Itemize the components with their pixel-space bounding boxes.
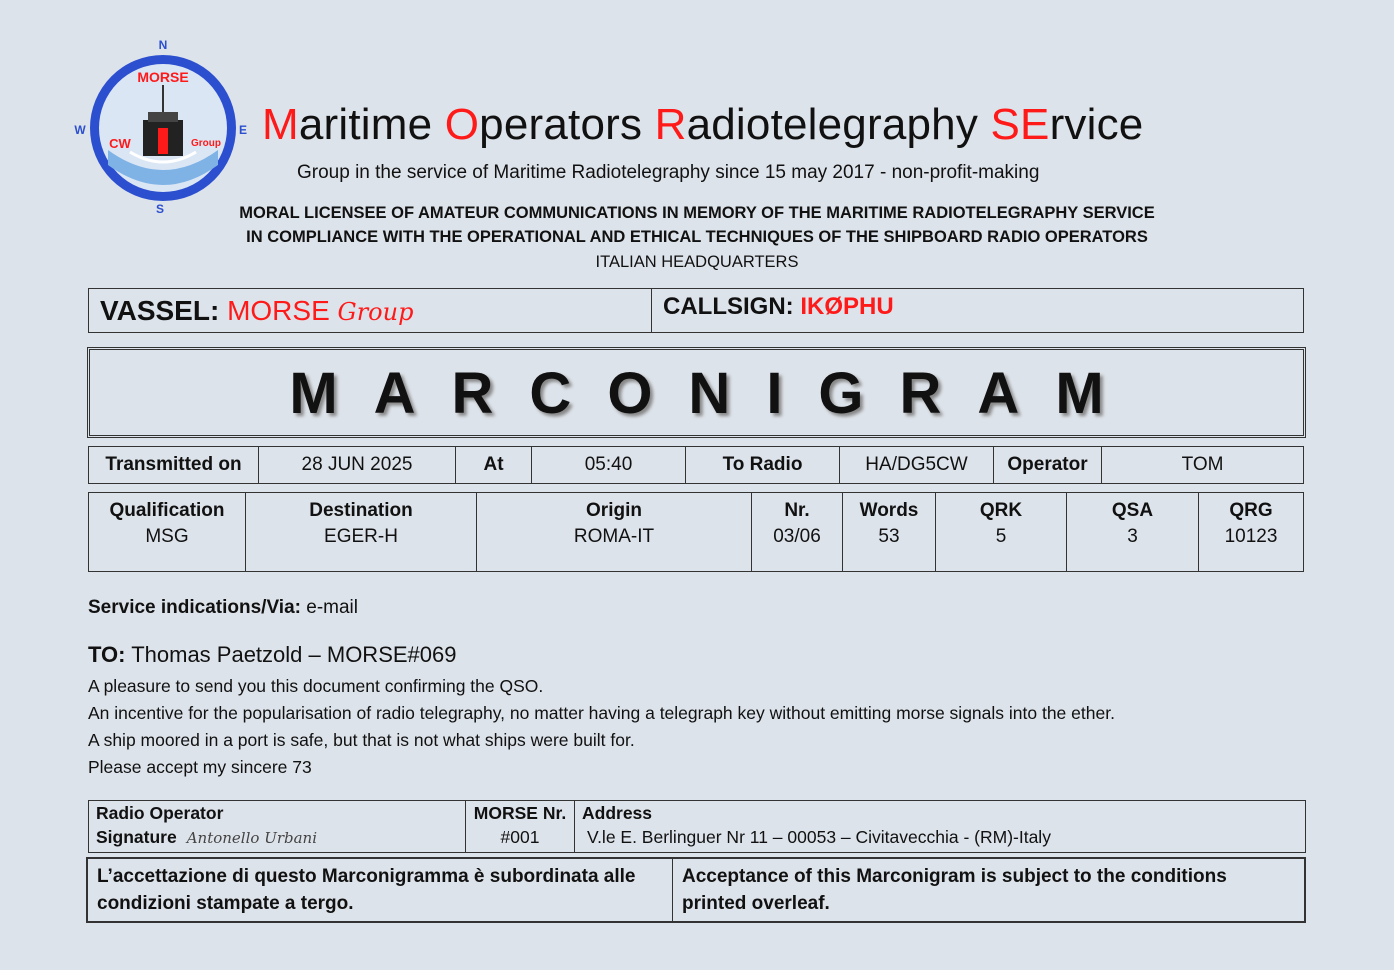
vessel-script: Group [337, 298, 414, 326]
acceptance-table [86, 857, 1306, 923]
address-value: V.le E. Berlinguer Nr 11 – 00053 – Civitavecchia - (RM)-Italy [587, 827, 1051, 847]
vessel-label: VASSEL: [100, 295, 220, 326]
signature-field [96, 825, 465, 850]
transmitted-date: 28 JUN 2025 [259, 447, 456, 484]
title-word-maritime: aritime [298, 100, 445, 149]
origin-cell [477, 493, 752, 572]
nr-value: 03/06 [773, 526, 821, 547]
marconigram-heading: MARCONIGRAM [289, 361, 1140, 426]
to-label: TO: [88, 642, 126, 667]
service-indications [88, 597, 358, 619]
qrk-header: QRK [979, 500, 1023, 521]
acceptance-english: Acceptance of this Marconigram is subject to the conditions printed overleaf. [673, 858, 1306, 922]
title-word-operators: perators [479, 100, 655, 149]
destination-cell [246, 493, 477, 572]
radio-operator-cell [89, 801, 466, 853]
page-title [262, 100, 1143, 150]
message-line: A pleasure to send you this document confirming the QSO. [88, 676, 544, 696]
logo-east: E [238, 123, 248, 137]
transmitted-time: 05:40 [532, 447, 686, 484]
to-value: Thomas Paetzold – MORSE#069 [131, 642, 457, 667]
subtitle: Group in the service of Maritime Radiotelegraphy since 15 may 2017 - non-profit-making [297, 162, 1040, 183]
callsign-field [663, 293, 894, 321]
nr-header: Nr. [784, 500, 810, 521]
signature-image: Antonello Urbani [186, 829, 318, 847]
headquarters-label: ITALIAN HEADQUARTERS [595, 253, 799, 271]
vessel-name: MORSE [227, 295, 330, 326]
qrg-cell [1199, 493, 1304, 572]
qualification-value: MSG [145, 526, 189, 547]
title-word-service: rvice [1049, 100, 1144, 149]
words-cell [843, 493, 936, 572]
qsa-header: QSA [1111, 500, 1154, 521]
address-label: Address [582, 803, 653, 823]
message-info-table [88, 492, 1304, 572]
qsa-cell [1067, 493, 1199, 572]
table-row [87, 858, 1305, 922]
title-initial-se: SE [990, 100, 1050, 149]
words-header: Words [859, 500, 919, 521]
qrk-value: 5 [995, 526, 1007, 547]
service-label: Service indications/Via: [88, 597, 301, 618]
qualification-header: Qualification [109, 500, 225, 521]
signature-label: Signature [96, 827, 177, 847]
destination-header: Destination [309, 500, 413, 521]
recipient-line [88, 642, 456, 668]
table-row [89, 447, 1304, 484]
logo-south: S [155, 202, 165, 216]
logo-west: W [74, 123, 86, 137]
title-initial-m: M [262, 100, 299, 149]
qrg-value: 10123 [1224, 526, 1278, 547]
morse-nr-value: #001 [500, 827, 540, 847]
words-value: 53 [878, 526, 900, 547]
service-value: e-mail [306, 597, 358, 618]
callsign-label: CALLSIGN: [663, 293, 794, 320]
origin-value: ROMA-IT [573, 526, 655, 547]
qualification-cell [89, 493, 246, 572]
to-radio-value: HA/DG5CW [840, 447, 994, 484]
morse-group-logo [70, 40, 255, 220]
logo-left-text: CW [109, 136, 131, 151]
moral-line-1: MORAL LICENSEE OF AMATEUR COMMUNICATIONS IN MEMORY OF THE MARITIME RADIOTELEGRAPHY SERVICE [239, 204, 1155, 222]
vessel-box [88, 288, 1304, 333]
origin-header: Origin [586, 500, 642, 521]
morse-nr-label: MORSE Nr. [473, 803, 567, 823]
title-initial-r: R [654, 100, 687, 149]
address-cell [575, 801, 1306, 853]
qrk-cell [936, 493, 1067, 572]
nr-cell [752, 493, 843, 572]
moral-line-2: IN COMPLIANCE WITH THE OPERATIONAL AND ETHICAL TECHNIQUES OF THE SHIPBOARD RADIO OPERATORS [246, 228, 1148, 246]
to-radio-label: To Radio [686, 447, 840, 484]
operator-label: Operator [994, 447, 1102, 484]
callsign-value: IKØPHU [800, 293, 894, 320]
vessel-field [100, 295, 413, 327]
qsa-value: 3 [1127, 526, 1138, 547]
radio-operator-label: Radio Operator [96, 803, 224, 823]
operator-table [88, 800, 1306, 853]
transmitted-label: Transmitted on [89, 447, 259, 484]
message-line: A ship moored in a port is safe, but that is not what ships were built for. [88, 730, 635, 750]
at-label: At [456, 447, 532, 484]
acceptance-italian: L’accettazione di questo Marconigramma è subordinata alle condizioni stampate a tergo. [87, 858, 673, 922]
marconigram-box [87, 347, 1306, 438]
morse-nr-cell [466, 801, 575, 853]
logo-right-text: Group [191, 138, 221, 149]
title-initial-o: O [444, 100, 480, 149]
title-word-radiotelegraphy: adiotelegraphy [686, 100, 991, 149]
logo-north: N [158, 40, 168, 52]
transmission-table [88, 446, 1304, 484]
logo-top-text: MORSE [137, 69, 189, 85]
table-row [89, 801, 1306, 853]
table-row [89, 493, 1304, 572]
qrg-header: QRG [1229, 500, 1273, 521]
message-line: An incentive for the popularisation of radio telegraphy, no matter having a telegraph key without emitting morse signals into the ether. [88, 703, 1115, 723]
message-line: Please accept my sincere 73 [88, 757, 312, 777]
operator-value: TOM [1102, 447, 1304, 484]
destination-value: EGER-H [324, 526, 398, 547]
